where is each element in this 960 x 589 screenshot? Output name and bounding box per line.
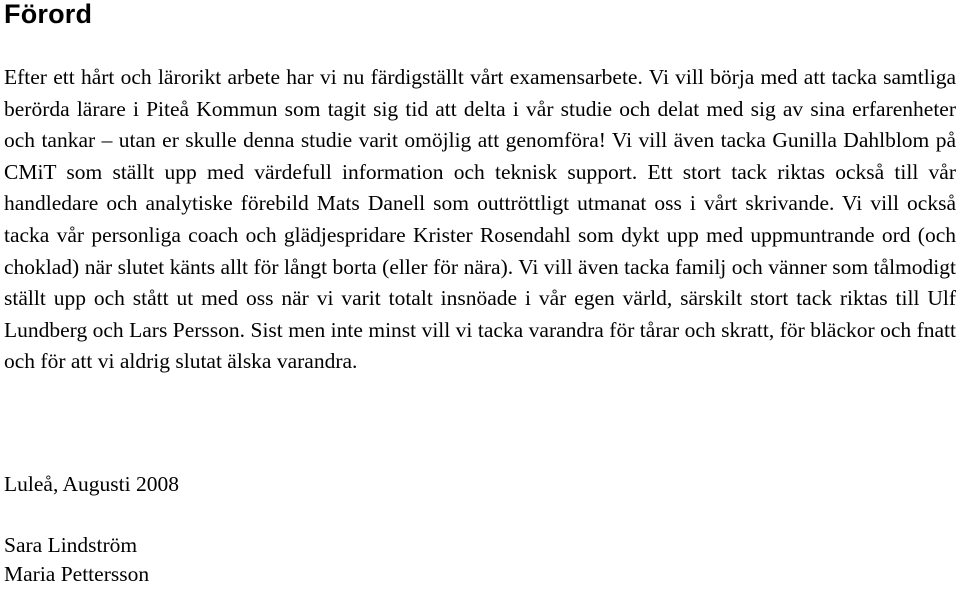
signature-block [4,531,149,589]
signature-name: Maria Pettersson [4,562,150,586]
place-and-date: Luleå, Augusti 2008 [4,472,179,496]
page-title: Förord [4,0,93,29]
foreword-paragraph: Efter ett hårt och lärorikt arbete har vi nu färdigställt vårt examensarbete. Vi vill börja med att tacka samtliga berörda lärare i Piteå Kommun som tagit sig tid att delta i vår studie och delat med sig av sina erfarenheter och tankar – utan er skulle denna studie varit omöjlig att genomföra! Vi vill även tacka Gunilla Dahlblom på CMiT som ställt upp med värdefull information och teknisk support. Ett stort tack riktas också till vår handledare och analytiske förebild Mats Danell som outtröttligt utmanat oss i vårt skrivande. Vi vill också tacka vår personliga coach och glädjespridare Krister Rosendahl som dykt upp med uppmuntrande ord (och choklad) när slutet känts allt för långt borta (eller för nära). Vi vill även tacka familj och vänner som tålmodigt ställt upp och stått ut med oss när vi varit totalt insnöade i vår egen värld, särskilt stort tack riktas till Ulf Lundberg och Lars Persson. Sist men inte minst vill vi tacka varandra för tårar och skratt, för bläckor och fnatt och för att vi aldrig slutat älska varandra. [4,65,956,374]
signature-name: Sara Lindström [4,533,138,557]
